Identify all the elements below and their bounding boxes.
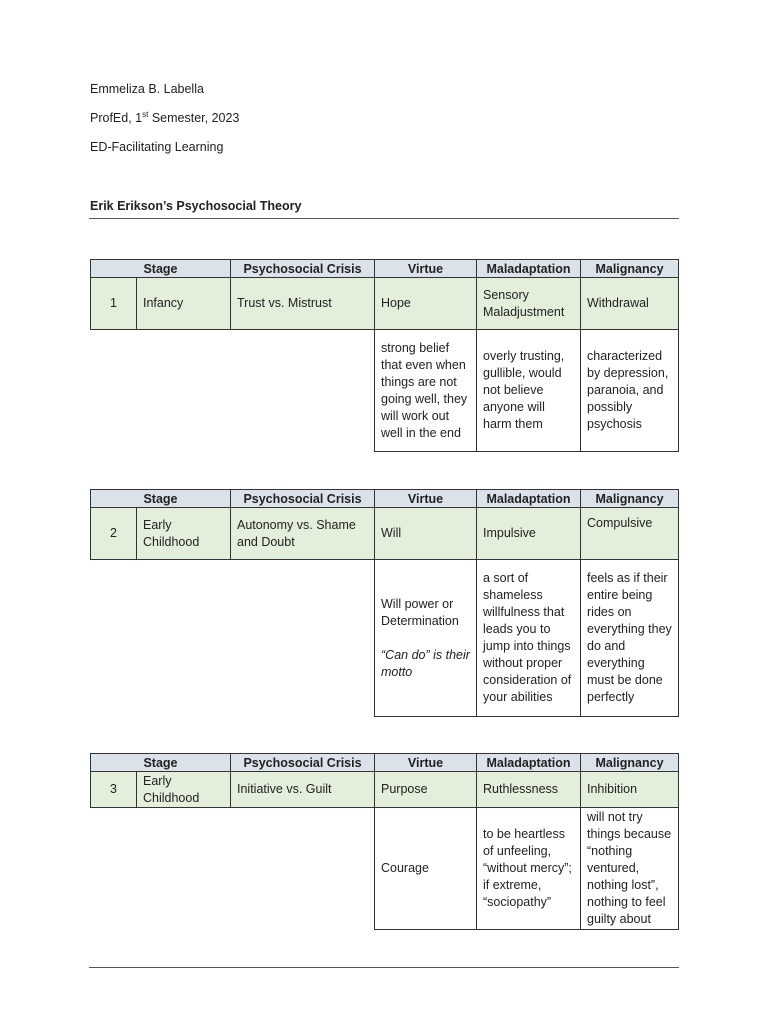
stage-row [91, 772, 679, 808]
malignancy-detail: will not try things because “nothing ventured, nothing lost”, nothing to feel guilty about [581, 808, 679, 930]
col-header-crisis: Psychosocial Crisis [231, 490, 375, 508]
col-header-stage: Stage [91, 490, 231, 508]
malignancy-detail: feels as if their entire being rides on everything they do and everything must be done perfectly [581, 560, 679, 717]
stage-name: Infancy [137, 278, 231, 330]
table-header-row [91, 754, 679, 772]
document-title: Erik Erikson’s Psychosocial Theory [90, 199, 302, 213]
col-header-crisis: Psychosocial Crisis [231, 260, 375, 278]
subject-line: ED-Facilitating Learning [90, 140, 224, 154]
table-header-row [91, 260, 679, 278]
col-header-malignancy: Malignancy [581, 260, 679, 278]
malignancy-cell: Compulsive [581, 508, 679, 560]
col-header-malignancy: Malignancy [581, 490, 679, 508]
col-header-virtue: Virtue [375, 490, 477, 508]
stage-table-3 [90, 753, 679, 930]
maladaptation-cell: Sensory Maladjustment [477, 278, 581, 330]
col-header-malignancy: Malignancy [581, 754, 679, 772]
stage-number: 2 [91, 508, 137, 560]
course-line [90, 111, 239, 125]
table-header-row [91, 490, 679, 508]
col-header-virtue: Virtue [375, 754, 477, 772]
detail-row [91, 808, 679, 930]
col-header-stage: Stage [91, 754, 231, 772]
col-header-maladaptation: Maladaptation [477, 490, 581, 508]
col-header-maladaptation: Maladaptation [477, 260, 581, 278]
detail-row [91, 560, 679, 717]
course-suffix: Semester, 2023 [148, 111, 240, 125]
virtue-detail: Will power or Determination [381, 596, 459, 628]
stage-table-1 [90, 259, 679, 452]
detail-row [91, 330, 679, 452]
stage-number: 1 [91, 278, 137, 330]
footer-rule [89, 967, 679, 968]
crisis-cell: Initiative vs. Guilt [231, 772, 375, 808]
maladaptation-cell: Impulsive [477, 508, 581, 560]
virtue-cell: Will [375, 508, 477, 560]
title-rule [89, 218, 679, 219]
malignancy-cell: Inhibition [581, 772, 679, 808]
maladaptation-detail: a sort of shameless willfulness that leads you to jump into things without proper consideration of your abilities [477, 560, 581, 717]
virtue-cell: Hope [375, 278, 477, 330]
col-header-maladaptation: Maladaptation [477, 754, 581, 772]
virtue-detail: Courage [375, 808, 477, 930]
maladaptation-detail: overly trusting, gullible, would not believe anyone will harm them [477, 330, 581, 452]
crisis-cell: Autonomy vs. Shame and Doubt [231, 508, 375, 560]
course-prefix: ProfEd, 1 [90, 111, 143, 125]
malignancy-detail: characterized by depression, paranoia, and possibly psychosis [581, 330, 679, 452]
virtue-detail-cell [375, 560, 477, 717]
maladaptation-cell: Ruthlessness [477, 772, 581, 808]
virtue-cell: Purpose [375, 772, 477, 808]
stage-table-2 [90, 489, 679, 717]
stage-number: 3 [91, 772, 137, 808]
col-header-stage: Stage [91, 260, 231, 278]
maladaptation-detail: to be heartless of unfeeling, “without mercy”; if extreme, “sociopathy” [477, 808, 581, 930]
stage-row [91, 508, 679, 560]
author-name: Emmeliza B. Labella [90, 82, 204, 96]
virtue-detail: strong belief that even when things are not going well, they will work out well in the end [375, 330, 477, 452]
col-header-virtue: Virtue [375, 260, 477, 278]
col-header-crisis: Psychosocial Crisis [231, 754, 375, 772]
crisis-cell: Trust vs. Mistrust [231, 278, 375, 330]
stage-row [91, 278, 679, 330]
stage-name: Early Childhood [137, 772, 231, 808]
stage-name: Early Childhood [137, 508, 231, 560]
virtue-detail-italic: “Can do” is their motto [381, 647, 470, 679]
course-superscript: st [142, 109, 149, 119]
malignancy-cell: Withdrawal [581, 278, 679, 330]
